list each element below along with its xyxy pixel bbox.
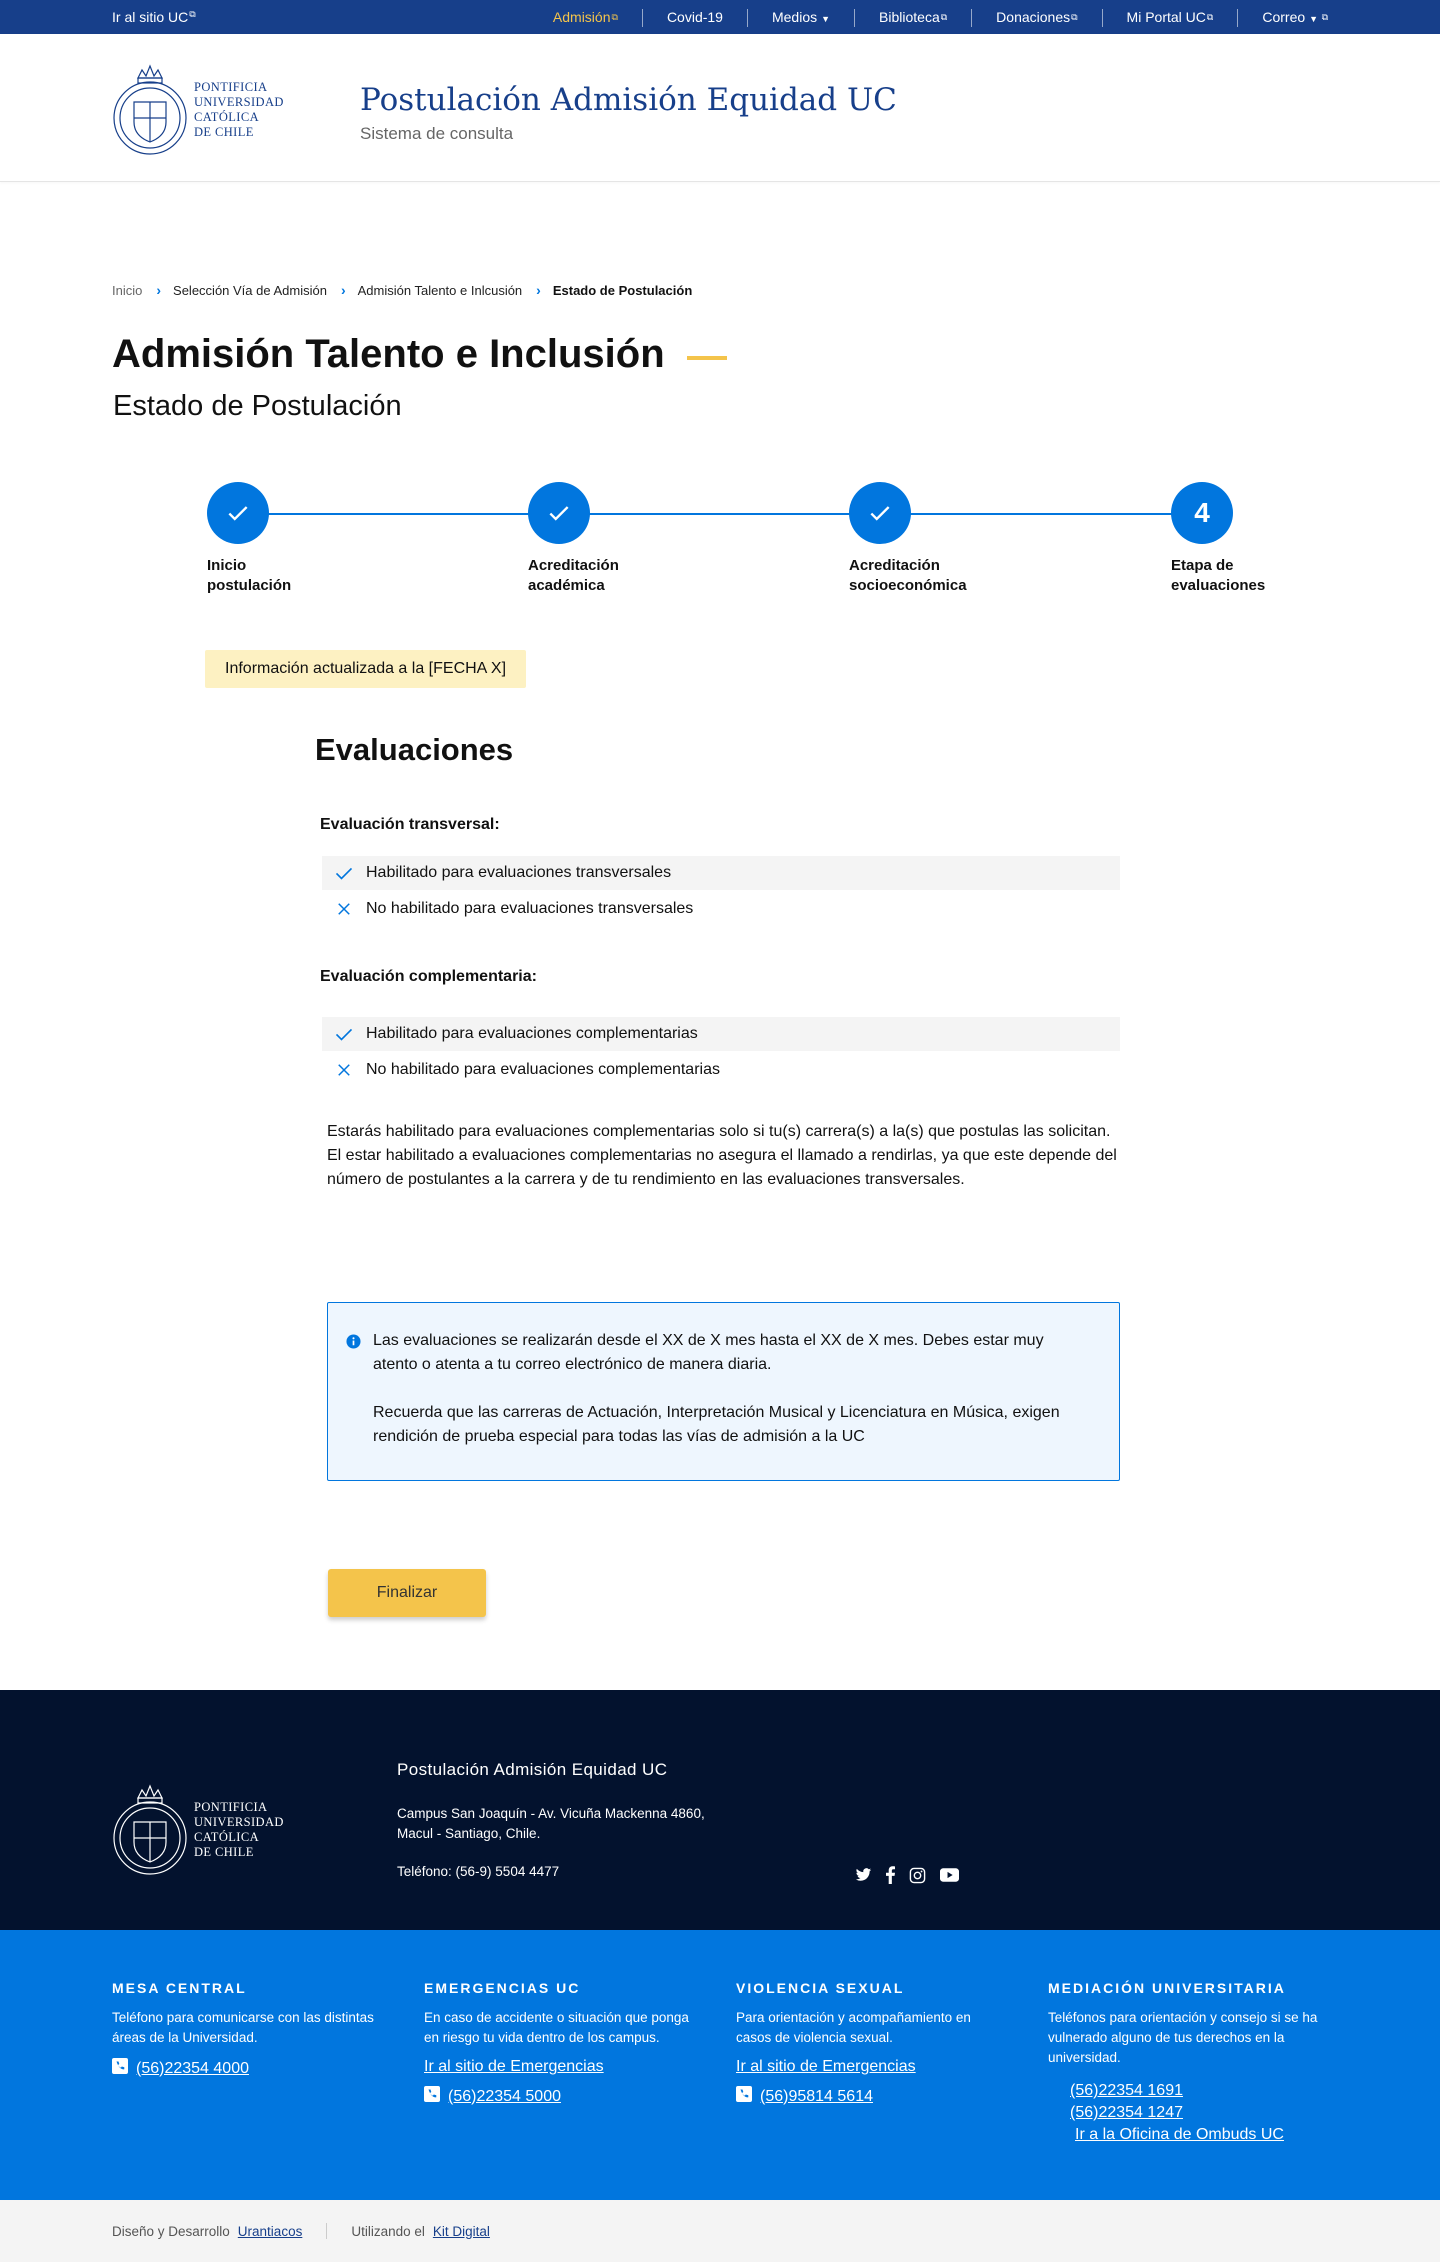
phone-icon xyxy=(112,2058,128,2079)
contact-mesa-central xyxy=(112,1930,382,2079)
complementary-label: Evaluación complementaria: xyxy=(320,968,537,985)
site-title xyxy=(360,82,897,144)
phone-icon xyxy=(424,2086,440,2107)
uc-logo-text: PONTIFICIA UNIVERSIDAD CATÓLICA DE CHILE xyxy=(194,80,284,139)
top-nav-covid[interactable]: Covid-19 xyxy=(642,9,747,27)
top-nav-biblioteca[interactable]: Biblioteca⧉ xyxy=(854,9,971,27)
top-nav xyxy=(529,9,1328,27)
step-1 xyxy=(207,482,367,596)
external-link-icon: ⧉ xyxy=(1319,12,1328,22)
social-links xyxy=(855,1866,959,1889)
complementary-enabled-text: Habilitado para evaluaciones complementarias xyxy=(366,1025,698,1042)
instagram-icon[interactable] xyxy=(909,1867,926,1889)
top-bar xyxy=(0,0,1440,34)
footer-uc-logo[interactable] xyxy=(112,1778,284,1882)
breadcrumb xyxy=(112,282,692,298)
info-notice xyxy=(327,1302,1120,1481)
close-icon xyxy=(322,1061,366,1079)
site-header xyxy=(0,34,1440,182)
check-icon xyxy=(322,863,366,883)
contact-title: VIOLENCIA SEXUAL xyxy=(736,1980,905,1996)
chevron-right-icon: › xyxy=(340,282,346,298)
complementary-disabled-row xyxy=(322,1053,1120,1087)
contact-title: EMERGENCIAS UC xyxy=(424,1980,581,1996)
uc-seal-icon xyxy=(112,58,188,162)
external-link-icon: ⧉ xyxy=(1071,12,1078,22)
step-4 xyxy=(1171,482,1331,596)
footer-phone: Teléfono: (56-9) 5504 4477 xyxy=(397,1864,560,1879)
caret-down-icon: ▼ xyxy=(1309,14,1319,24)
transversal-disabled-text: No habilitado para evaluaciones transversales xyxy=(366,900,694,917)
mediacion-phone-1[interactable]: (56)22354 1691 xyxy=(1070,2082,1183,2099)
footer-title: Postulación Admisión Equidad UC xyxy=(397,1760,668,1779)
check-icon xyxy=(207,482,269,544)
step-2 xyxy=(528,482,688,596)
page-title xyxy=(112,332,727,377)
top-nav-admision[interactable]: Admisión⧉ xyxy=(552,9,618,25)
youtube-icon[interactable] xyxy=(940,1868,959,1887)
step-label: Etapa de evaluaciones xyxy=(1171,557,1266,594)
twitter-icon[interactable] xyxy=(855,1868,872,1887)
phone-link[interactable]: (56)22354 4000 xyxy=(112,2058,382,2079)
step-number: 4 xyxy=(1171,482,1233,544)
phone-link[interactable]: (56)95814 5614 xyxy=(736,2086,1006,2107)
top-nav-correo[interactable]: Correo ▼ ⧉ xyxy=(1237,9,1328,27)
chevron-right-icon: › xyxy=(536,282,541,298)
uc-logo[interactable] xyxy=(112,58,284,162)
contact-desc: Teléfono para comunicarse con las distintas áreas de la Universidad. xyxy=(112,2010,374,2045)
contact-emergencias xyxy=(424,1930,694,2107)
progress-stepper xyxy=(207,482,1266,602)
info-icon xyxy=(346,1333,361,1357)
contact-mediacion xyxy=(1048,1930,1318,2144)
divider xyxy=(326,2223,327,2239)
complementary-note: Estarás habilitado para evaluaciones complementarias solo si tu(s) carrera(s) a la(s) que postulas las solicitan. El estar habilitado a evaluaciones complementarias no asegura el llamado a rendirlas, ya que este depende del número de postulantes a la carrera y de tu rendimiento en las evaluaciones transversales. xyxy=(327,1123,1117,1188)
uc-site-link[interactable]: Ir al sitio UC⧉ xyxy=(112,9,196,25)
site-subtitle: Sistema de consulta xyxy=(360,124,514,143)
transversal-label: Evaluación transversal: xyxy=(320,816,500,833)
page-title-text: Admisión Talento e Inclusión xyxy=(112,332,665,376)
complementary-disabled-text: No habilitado para evaluaciones complementarias xyxy=(366,1061,720,1078)
title-accent-bar xyxy=(687,356,727,360)
footer-contacts xyxy=(0,1930,1440,2200)
notice-paragraph-2: Recuerda que las carreras de Actuación, Interpretación Musical y Licenciatura en Música, exigen rendición de prueba especial para todas las vías de admisión a la UC xyxy=(373,1404,1060,1445)
top-nav-medios[interactable]: Medios ▼ xyxy=(747,9,854,27)
transversal-enabled-text: Habilitado para evaluaciones transversales xyxy=(366,864,672,881)
contact-title: MESA CENTRAL xyxy=(112,1980,247,1996)
mediacion-phone-2[interactable]: (56)22354 1247 xyxy=(1070,2104,1183,2121)
check-icon xyxy=(528,482,590,544)
step-label: Inicio postulación xyxy=(207,557,292,594)
evaluations-title: Evaluaciones xyxy=(315,732,514,767)
footer-credits xyxy=(0,2200,1440,2262)
external-link-icon: ⧉ xyxy=(940,12,948,22)
facebook-icon[interactable] xyxy=(886,1866,895,1889)
emergencias-link[interactable]: Ir al sitio de Emergencias xyxy=(424,2058,604,2075)
contact-violencia xyxy=(736,1930,1006,2107)
close-icon xyxy=(322,900,366,918)
external-link-icon: ⧉ xyxy=(611,12,618,22)
contact-desc: Teléfonos para orientación y consejo si se ha vulnerado alguno de tus derechos en la universidad. xyxy=(1048,2010,1318,2065)
step-label: Acreditación socioeconómica xyxy=(849,557,967,594)
phone-link[interactable]: (56)22354 5000 xyxy=(424,2086,694,2107)
ombuds-link[interactable]: Ir a la Oficina de Ombuds UC xyxy=(1075,2126,1284,2143)
contact-title: MEDIACIÓN UNIVERSITARIA xyxy=(1048,1980,1286,1996)
uc-seal-icon xyxy=(112,1778,188,1882)
step-label: Acreditación académica xyxy=(528,557,619,594)
external-link-icon: ⧉ xyxy=(189,9,196,19)
top-nav-donaciones[interactable]: Donaciones⧉ xyxy=(971,9,1101,27)
update-badge: Información actualizada a la [FECHA X] xyxy=(205,650,526,688)
footer-main xyxy=(0,1690,1440,1930)
page-subtitle: Estado de Postulación xyxy=(113,390,402,422)
credits-line xyxy=(112,2223,490,2239)
stepper-line xyxy=(237,513,1201,515)
transversal-enabled-row xyxy=(322,856,1120,890)
urantiacos-link[interactable]: Urantiacos xyxy=(237,2223,303,2239)
step-3 xyxy=(849,482,1009,596)
violencia-link[interactable]: Ir al sitio de Emergencias xyxy=(736,2058,916,2075)
kit-digital-link[interactable]: Kit Digital xyxy=(432,2223,490,2239)
caret-down-icon: ▼ xyxy=(821,14,831,24)
site-title-text: Postulación Admisión Equidad UC xyxy=(360,82,897,118)
breadcrumb-seleccion[interactable]: Selección Vía de Admisión xyxy=(173,282,327,298)
complementary-enabled-row xyxy=(322,1017,1120,1051)
main-content xyxy=(0,182,1440,1690)
breadcrumb-current: Estado de Postulación xyxy=(552,282,693,298)
footer-address: Campus San Joaquín - Av. Vicuña Mackenna 4860, Macul - Santiago, Chile. xyxy=(397,1806,705,1841)
top-nav-mi-portal[interactable]: Mi Portal UC⧉ xyxy=(1102,9,1238,27)
notice-paragraph-1: Las evaluaciones se realizarán desde el XX de X mes hasta el XX de X mes. Debes estar muy atento o atenta a tu correo electrónico de manera diaria. xyxy=(373,1332,1044,1373)
breadcrumb-admision-talento[interactable]: Admisión Talento e Inlcusión xyxy=(357,282,523,298)
check-icon xyxy=(322,1024,366,1044)
contact-desc: En caso de accidente o situación que ponga en riesgo tu vida dentro de los campus. xyxy=(424,2010,689,2045)
design-label: Diseño y Desarrollo xyxy=(112,2223,230,2239)
footer-logo-text: PONTIFICIA UNIVERSIDAD CATÓLICA DE CHILE xyxy=(194,1800,284,1859)
chevron-right-icon: › xyxy=(156,282,162,298)
check-icon xyxy=(849,482,911,544)
contact-desc: Para orientación y acompañamiento en casos de violencia sexual. xyxy=(736,2010,971,2045)
kit-label: Utilizando el xyxy=(351,2223,425,2239)
breadcrumb-inicio[interactable]: Inicio xyxy=(112,282,143,298)
external-link-icon: ⧉ xyxy=(1206,12,1214,22)
transversal-disabled-row xyxy=(322,892,1120,926)
finish-button[interactable]: Finalizar xyxy=(328,1569,486,1617)
phone-icon xyxy=(736,2086,752,2107)
